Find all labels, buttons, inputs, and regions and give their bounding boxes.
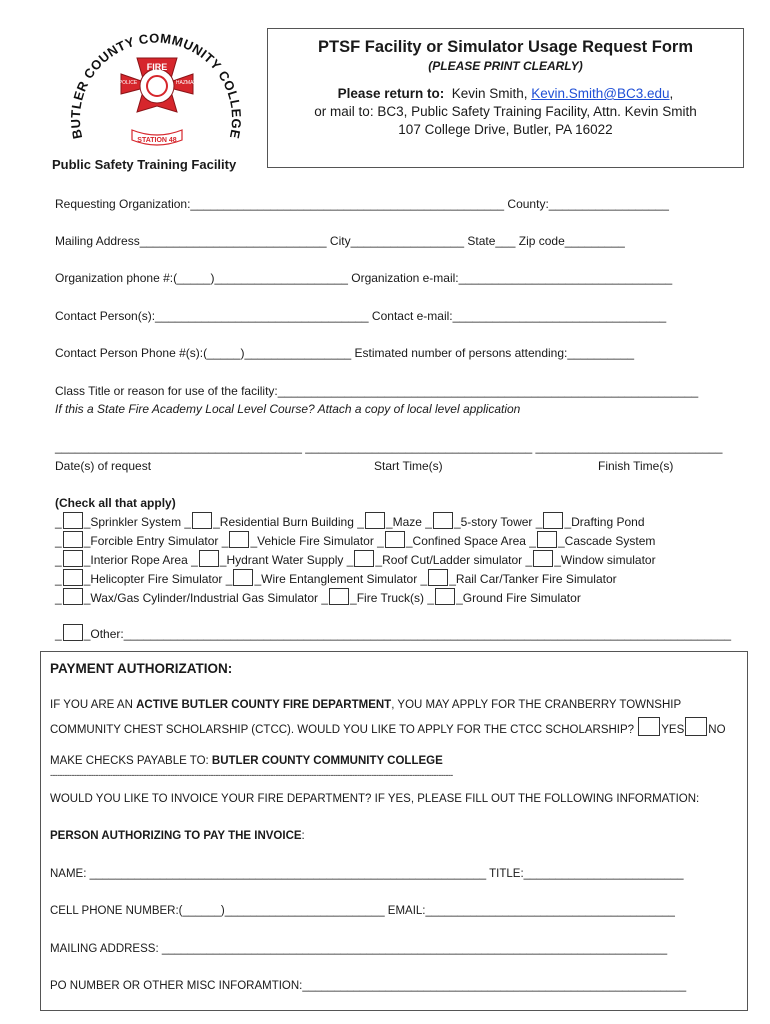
person-authorizing-label: PERSON AUTHORIZING TO PAY THE INVOICE [50,830,302,842]
checkbox-ground-fire[interactable] [435,588,455,605]
label-sprinkler: Sprinkler System [90,515,182,529]
ctcc-text-a: IF YOU ARE AN [50,699,137,711]
label-interior-rope: Interior Rope Area [90,553,188,567]
class-note: If this a State Fire Academy Local Level Course? Attach a copy of local level application [55,402,521,416]
label-maze: Maze [392,515,422,529]
return-line [268,86,743,101]
checks-payable-name: BUTLER COUNTY COMMUNITY COLLEGE [211,755,443,767]
date-time-lines[interactable]: _____________________________________ __________________________________ ____________________________ [55,440,723,454]
ctcc-text-c: , YOU MAY APPLY FOR THE CRANBERRY TOWNSHIP [391,699,682,711]
checklist-row-3: _ _Interior Rope Area _ _Hydrant Water Supply _ _Roof Cut/Ladder simulator _ _Window simulator [55,550,656,570]
checks-payable-label: MAKE CHECKS PAYABLE TO: [50,755,212,767]
address-field[interactable]: Mailing Address____________________________ City_________________ State___ Zip code_________ [55,234,625,248]
po-number-field[interactable]: PO NUMBER OR OTHER MISC INFORAMTION:____________________________________________________________ [50,980,687,992]
label-ground-fire: Ground Fire Simulator [462,591,581,605]
checklist-row-2: _ _Forcible Entry Simulator _ _Vehicle Fire Simulator _ _Confined Space Area _ _Cascade System [55,531,655,551]
checkbox-maze[interactable] [365,512,385,529]
logo-station-banner: STATION 48 [137,137,177,144]
mail-line: or mail to: BC3, Public Safety Training Facility, Attn. Kevin Smith [314,104,697,119]
logo-arc-text: BUTLER COUNTY COMMUNITY COLLEGE [67,30,245,141]
checkbox-hydrant-water[interactable] [199,550,219,567]
date-label: Date(s) of request [55,459,152,473]
checklist-row-1: _ _Sprinkler System _ _Residential Burn Building _ _Maze _ _5-story Tower _ _Drafting Pond [55,512,645,532]
ctcc-line-2 [50,717,726,736]
checkbox-ctcc-no[interactable] [685,717,707,736]
address-line: 107 College Drive, Butler, PA 16022 [398,122,613,137]
logo-police-label: POLICE [118,80,138,86]
form-subtitle: (PLEASE PRINT CLEARLY) [428,59,583,73]
contact-field[interactable]: Contact Person(s):________________________________ Contact e-mail:________________________________ [55,309,667,323]
logo-ems-label: EMS [147,108,167,118]
label-window-simulator: Window simulator [560,553,656,567]
checkbox-sprinkler[interactable] [63,512,83,529]
label-wax-gas-cylinder: Wax/Gas Cylinder/Industrial Gas Simulator [90,591,319,605]
label-no: NO [708,724,726,736]
return-label: Please return to: [337,86,445,101]
checkbox-forcible-entry[interactable] [63,531,83,548]
return-comma: , [669,86,674,101]
payment-authorization-box [40,651,748,1011]
dash-separator: ------------------------------------------------------------------------------------------------------------------------------------------------------------------------ [50,770,453,780]
cell-email-field[interactable]: CELL PHONE NUMBER:(______)_________________________ EMAIL:_______________________________________ [50,905,675,917]
bc3-fire-logo [52,26,262,176]
org-field[interactable]: Requesting Organization:_______________________________________________ County:__________________ [55,197,669,211]
return-name: Kevin Smith, [451,86,528,101]
label-rail-car: Rail Car/Tanker Fire Simulator [455,572,617,586]
label-forcible-entry: Forcible Entry Simulator [90,534,219,548]
class-title-field[interactable]: Class Title or reason for use of the facility:_______________________________________________________________ [55,384,699,398]
label-roof-cut: Roof Cut/Ladder simulator [382,553,523,567]
contact-phone-field[interactable]: Contact Person Phone #(s):(_____)________________ Estimated number of persons attending:__________ [55,346,635,360]
label-cascade-system: Cascade System [564,534,656,548]
person-authorizing-line [50,830,305,842]
phone-field[interactable]: Organization phone #:(_____)____________________ Organization e-mail:________________________________ [55,271,673,285]
ctcc-text-b: ACTIVE BUTLER COUNTY FIRE DEPARTMENT [136,699,392,711]
checks-payable-line [50,755,443,767]
checklist-row-4: _ _Helicopter Fire Simulator _ _Wire Entanglement Simulator _ _Rail Car/Tanker Fire Simulator [55,569,617,589]
checkbox-other[interactable] [63,624,83,641]
label-residential-burn: Residential Burn Building [219,515,354,529]
ctcc-question: COMMUNITY CHEST SCHOLARSHIP (CTCC). WOULD YOU LIKE TO APPLY FOR THE CTCC SCHOLARSHIP? [50,724,635,736]
logo-fire-label: FIRE [146,62,168,72]
checkbox-interior-rope[interactable] [63,550,83,567]
checkbox-cascade-system[interactable] [537,531,557,548]
checklist-row-5: _ _Wax/Gas Cylinder/Industrial Gas Simulator _ _Fire Truck(s) _ _Ground Fire Simulator [55,588,581,608]
ctcc-line-1 [50,699,681,711]
label-vehicle-fire: Vehicle Fire Simulator [257,534,374,548]
checkbox-ctcc-yes[interactable] [638,717,660,736]
label-drafting-pond: Drafting Pond [571,515,645,529]
checkbox-vehicle-fire[interactable] [229,531,249,548]
checkbox-window-simulator[interactable] [533,550,553,567]
person-colon: : [301,830,305,842]
label-hydrant-water: Hydrant Water Supply [226,553,344,567]
checkbox-drafting-pond[interactable] [543,512,563,529]
invoice-question: WOULD YOU LIKE TO INVOICE YOUR FIRE DEPARTMENT? IF YES, PLEASE FILL OUT THE FOLLOWING INFORMATION: [50,793,700,805]
checkbox-5-story-tower[interactable] [433,512,453,529]
start-time-label: Start Time(s) [374,459,443,473]
checkbox-residential-burn[interactable] [192,512,212,529]
header-box [267,28,744,168]
checkbox-wax-gas-cylinder[interactable] [63,588,83,605]
checkbox-helicopter-fire[interactable] [63,569,83,586]
checkbox-rail-car[interactable] [428,569,448,586]
checkbox-roof-cut[interactable] [354,550,374,567]
checkbox-confined-space[interactable] [385,531,405,548]
checklist-row-other: _ _Other:___________________________________________________________________________________________ [55,624,731,644]
other-field[interactable]: Other:___________________________________________________________________________________________ [90,627,732,641]
checkbox-fire-truck[interactable] [329,588,349,605]
label-wire-entanglement: Wire Entanglement Simulator [261,572,418,586]
label-helicopter-fire: Helicopter Fire Simulator [90,572,223,586]
label-5-story-tower: 5-story Tower [460,515,533,529]
label-yes: YES [661,724,685,736]
return-email-link[interactable]: Kevin.Smith@BC3.edu [531,86,670,101]
payment-title: PAYMENT AUTHORIZATION: [50,661,233,676]
label-fire-truck: Fire Truck(s) [356,591,425,605]
mailing-address-field[interactable]: MAILING ADDRESS: _______________________________________________________________________________ [50,943,668,955]
finish-time-label: Finish Time(s) [598,459,674,473]
facility-caption: Public Safety Training Facility [52,157,237,172]
logo-hazmat-label: HAZMAT [175,80,197,86]
name-title-field[interactable]: NAME: ______________________________________________________________ TITLE:_________________________ [50,868,684,880]
form-title: PTSF Facility or Simulator Usage Request Form [318,38,693,56]
checklist-heading: (Check all that apply) [55,496,176,510]
label-confined-space: Confined Space Area [412,534,526,548]
checkbox-wire-entanglement[interactable] [233,569,253,586]
